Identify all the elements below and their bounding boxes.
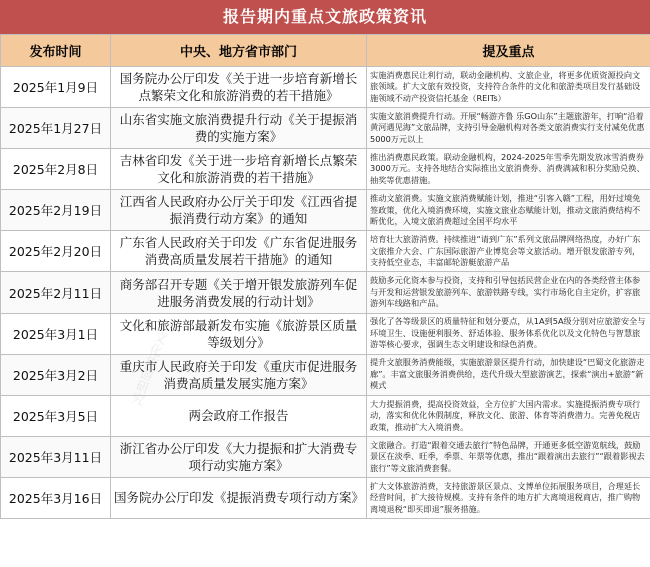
row-dept: 重庆市人民政府关于印发《重庆市促进服务消费高质量发展实施方案》 — [111, 354, 367, 395]
table-row — [1, 354, 650, 395]
row-points: 实施消费惠民让利行动，联动金融机构、文旅企业，将更多优质资源投向文旅领域。扩大文旅有效投资，支持符合条件的文化和旅游类项目发行基础设施领域不动产投资信托基金（REITs） — [367, 67, 650, 108]
row-date: 2025年1月9日 — [1, 67, 111, 108]
row-date: 2025年3月16日 — [1, 477, 111, 518]
table-row — [1, 272, 650, 313]
row-points: 实施文旅消费提升行动。开展“畅游齐鲁 乐GO山东”主题旅游年，打响“沿着黄河遇见海”文旅品牌，支持引导金融机构对各类文旅消费实行支付减免优惠5000万元以上 — [367, 108, 650, 149]
row-dept: 吉林省印发《关于进一步培育新增长点繁荣文化和旅游消费的若干措施》 — [111, 149, 367, 190]
row-date: 2025年3月1日 — [1, 313, 111, 354]
table-row — [1, 395, 650, 436]
table-row — [1, 190, 650, 231]
row-dept: 山东省实施文旅消费提升行动《关于提振消费的实施方案》 — [111, 108, 367, 149]
row-date: 2025年3月11日 — [1, 436, 111, 477]
row-points: 大力提振消费，提高投资效益，全方位扩大国内需求。实施提振消费专项行动，落实和优化休假制度，释放文化、旅游、体育等消费潜力。完善免税店政策，推动扩大入境消费。 — [367, 395, 650, 436]
row-date: 2025年2月8日 — [1, 149, 111, 190]
row-dept: 文化和旅游部最新发布实施《旅游景区质量等级划分》 — [111, 313, 367, 354]
row-points: 推动文旅消费。实施文旅消费赋能计划，推进“引客入赣”工程，用好过境免签政策，优化入境消费环境，实施文旅业态赋能计划，推动文旅消费结构不断优化，入境文旅消费超过全国平均水平 — [367, 190, 650, 231]
row-points: 推出消费惠民政策。联动金融机构，2024-2025年雪季先期发放冰雪消费券3000万元。支持各地结合实际推出文旅消费券、消费满减和积分奖励兑换、抽奖等优惠措施。 — [367, 149, 650, 190]
row-dept: 国务院办公厅印发《提振消费专项行动方案》 — [111, 477, 367, 518]
row-dept: 两会政府工作报告 — [111, 395, 367, 436]
table-row — [1, 313, 650, 354]
row-date: 2025年3月2日 — [1, 354, 111, 395]
row-date: 2025年2月20日 — [1, 231, 111, 272]
row-points: 培育壮大旅游消费。持续推进“请到广东”系列文旅品牌网络热度，办好广东文旅推介大会、广东国际旅游产业博览会等文旅活动。增开银发旅游专列，支持低空业态，丰富邮轮游艇旅游产品 — [367, 231, 650, 272]
row-date: 2025年1月27日 — [1, 108, 111, 149]
table-row — [1, 231, 650, 272]
policy-table — [0, 34, 650, 519]
row-points: 提升文旅服务消费能级，实施旅游景区提升行动，加快建设“巴蜀文化旅游走廊”。丰富文旅服务消费供给，迭代升级大型旅游演艺，探索“演出+旅游”新模式 — [367, 354, 650, 395]
header-points: 提及重点 — [367, 35, 650, 67]
row-points: 文旅融合。打造“跟着交通去旅行”特色品牌，开通更多低空游览航线，鼓励景区在淡季、旺季，季票、年票等优惠，推出“跟着演出去旅行”“跟着影视去旅行”等文旅消费套餐。 — [367, 436, 650, 477]
row-points: 强化了各等级景区的质量特征和划分要点，从1A到5A级分别对应旅游安全与环境卫生、设施便利服务、舒适体验、服务体系优化以及文化特色与智慧旅游等核心要求，强调生态文明建设和绿色消费。 — [367, 313, 650, 354]
header-dept: 中央、地方省市部门 — [111, 35, 367, 67]
row-date: 2025年2月11日 — [1, 272, 111, 313]
table-row — [1, 149, 650, 190]
row-dept: 浙江省办公厅印发《大力提振和扩大消费专项行动实施方案》 — [111, 436, 367, 477]
row-points: 鼓励多元化资本参与投资，支持和引导包括民营企业在内的各类经营主体参与开发和运营银发旅游列车、旅游铁路专线，实行市场化自主定价，扩容旅游列车线路和产品。 — [367, 272, 650, 313]
page-title: 报告期内重点文旅政策资讯 — [0, 0, 650, 34]
table-row — [1, 436, 650, 477]
table-row — [1, 477, 650, 518]
row-date: 2025年2月19日 — [1, 190, 111, 231]
header-date: 发布时间 — [1, 35, 111, 67]
row-dept: 广东省人民政府关于印发《广东省促进服务消费高质量发展若干措施》的通知 — [111, 231, 367, 272]
row-dept: 国务院办公厅印发《关于进一步培育新增长点繁荣文化和旅游消费的若干措施》 — [111, 67, 367, 108]
row-points: 扩大文体旅游消费，支持旅游景区景点、文博单位拓展服务项目，合理延长经营时间，扩大接待规模。支持有条件的地方扩大离境退税商店，推广购物离境退税“即买即退”服务措施。 — [367, 477, 650, 518]
table-row — [1, 67, 650, 108]
row-dept: 商务部召开专题《关于增开银发旅游列车促进服务消费发展的行动计划》 — [111, 272, 367, 313]
row-dept: 江西省人民政府办公厅关于印发《江西省提振消费行动方案》的通知 — [111, 190, 367, 231]
table-row — [1, 108, 650, 149]
table-header-row — [1, 35, 650, 67]
table-body — [1, 67, 650, 519]
row-date: 2025年3月5日 — [1, 395, 111, 436]
